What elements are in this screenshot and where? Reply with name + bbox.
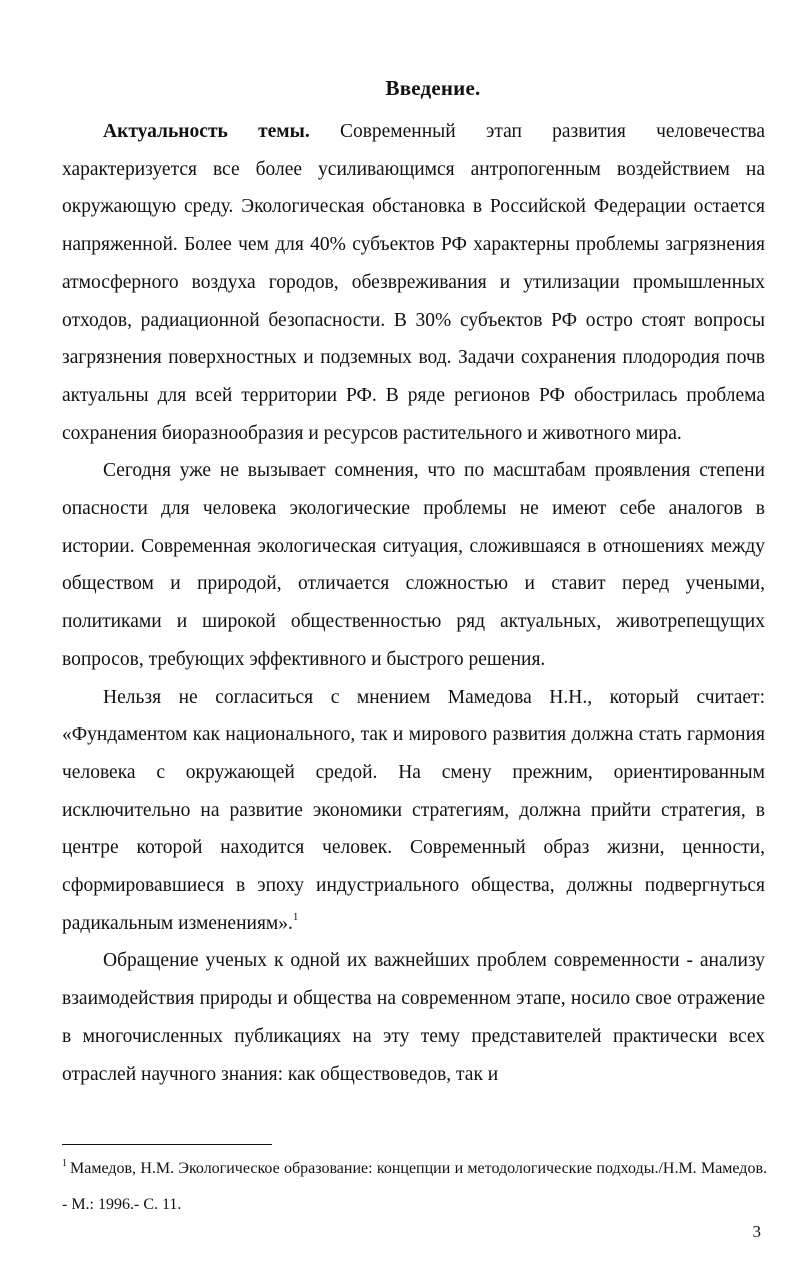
footnote-mark: 1 xyxy=(62,1158,67,1169)
paragraph-text: Сегодня уже не вызывает сомнения, что по масштабам проявления степени опасности для человека экологические проблемы не имеют себе аналогов в истории. Современная экологическая ситуация, сложившаяся в отношениях между обществом и природой, отличается сложностью и ставит перед учеными, политиками и широкой общественностью ряд актуальных, животрепещущих вопросов, требующих эффективного и быстрого решения. xyxy=(62,460,765,670)
footnote-text: Мамедов, Н.М. Экологическое образование: концепции и методологические подходы./Н.М. Мамедов. - М.: 1996.- С. 11. xyxy=(62,1160,767,1213)
footnote-reference[interactable]: 1 xyxy=(292,910,299,923)
paragraph-relevance xyxy=(62,113,765,452)
paragraph-lead-heading: Актуальность темы. xyxy=(103,121,310,142)
paragraph-text: Обращение ученых к одной их важнейших проблем современности - анализу взаимодействия природы и общества на современном этапе, носило свое отражение в многочисленных публикациях на эту тему представителей практически всех отраслей научного знания: как обществоведов, так и xyxy=(62,950,765,1085)
paragraph-text: Современный этап развития человечества характеризуется все более усиливающимся антропогенным воздействием на окружающую среду. Экологическая обстановка в Российской Федерации остается напряженной. Более чем для 40% субъектов РФ характерны проблемы загрязнения атмосферного воздуха городов, обезвреживания и утилизации промышленных отходов, радиационной безопасности. В 30% субъектов РФ остро стоят вопросы загрязнения поверхностных и подземных вод. Задачи сохранения плодородия почв актуальны для всей территории РФ. В ряде регионов РФ обострилась проблема сохранения биоразнообразия и ресурсов растительного и животного мира. xyxy=(62,121,766,444)
footnote xyxy=(62,1151,767,1223)
body-text xyxy=(62,113,765,1093)
paragraph-quote-mamedov xyxy=(62,679,765,943)
paragraph-text: Нельзя не согласиться с мнением Мамедова Н.Н., который считает: «Фундаментом как национального, так и мирового развития должна стать гармония человека с окружающей средой. На смену прежним, ориентированным исключительно на развитие экономики стратегиям, должна прийти стратегия, в центре которой находится человек. Современный образ жизни, ценности, сформировавшиеся в эпоху индустриального общества, должны подвергнуться радикальным изменениям». xyxy=(62,686,765,934)
paragraph-scientists-appeal xyxy=(62,942,765,1093)
footnote-divider xyxy=(62,1144,272,1145)
page-number: 3 xyxy=(752,1222,761,1241)
paragraph-ecological-problems xyxy=(62,452,765,678)
page-title: Введение. xyxy=(385,76,481,100)
